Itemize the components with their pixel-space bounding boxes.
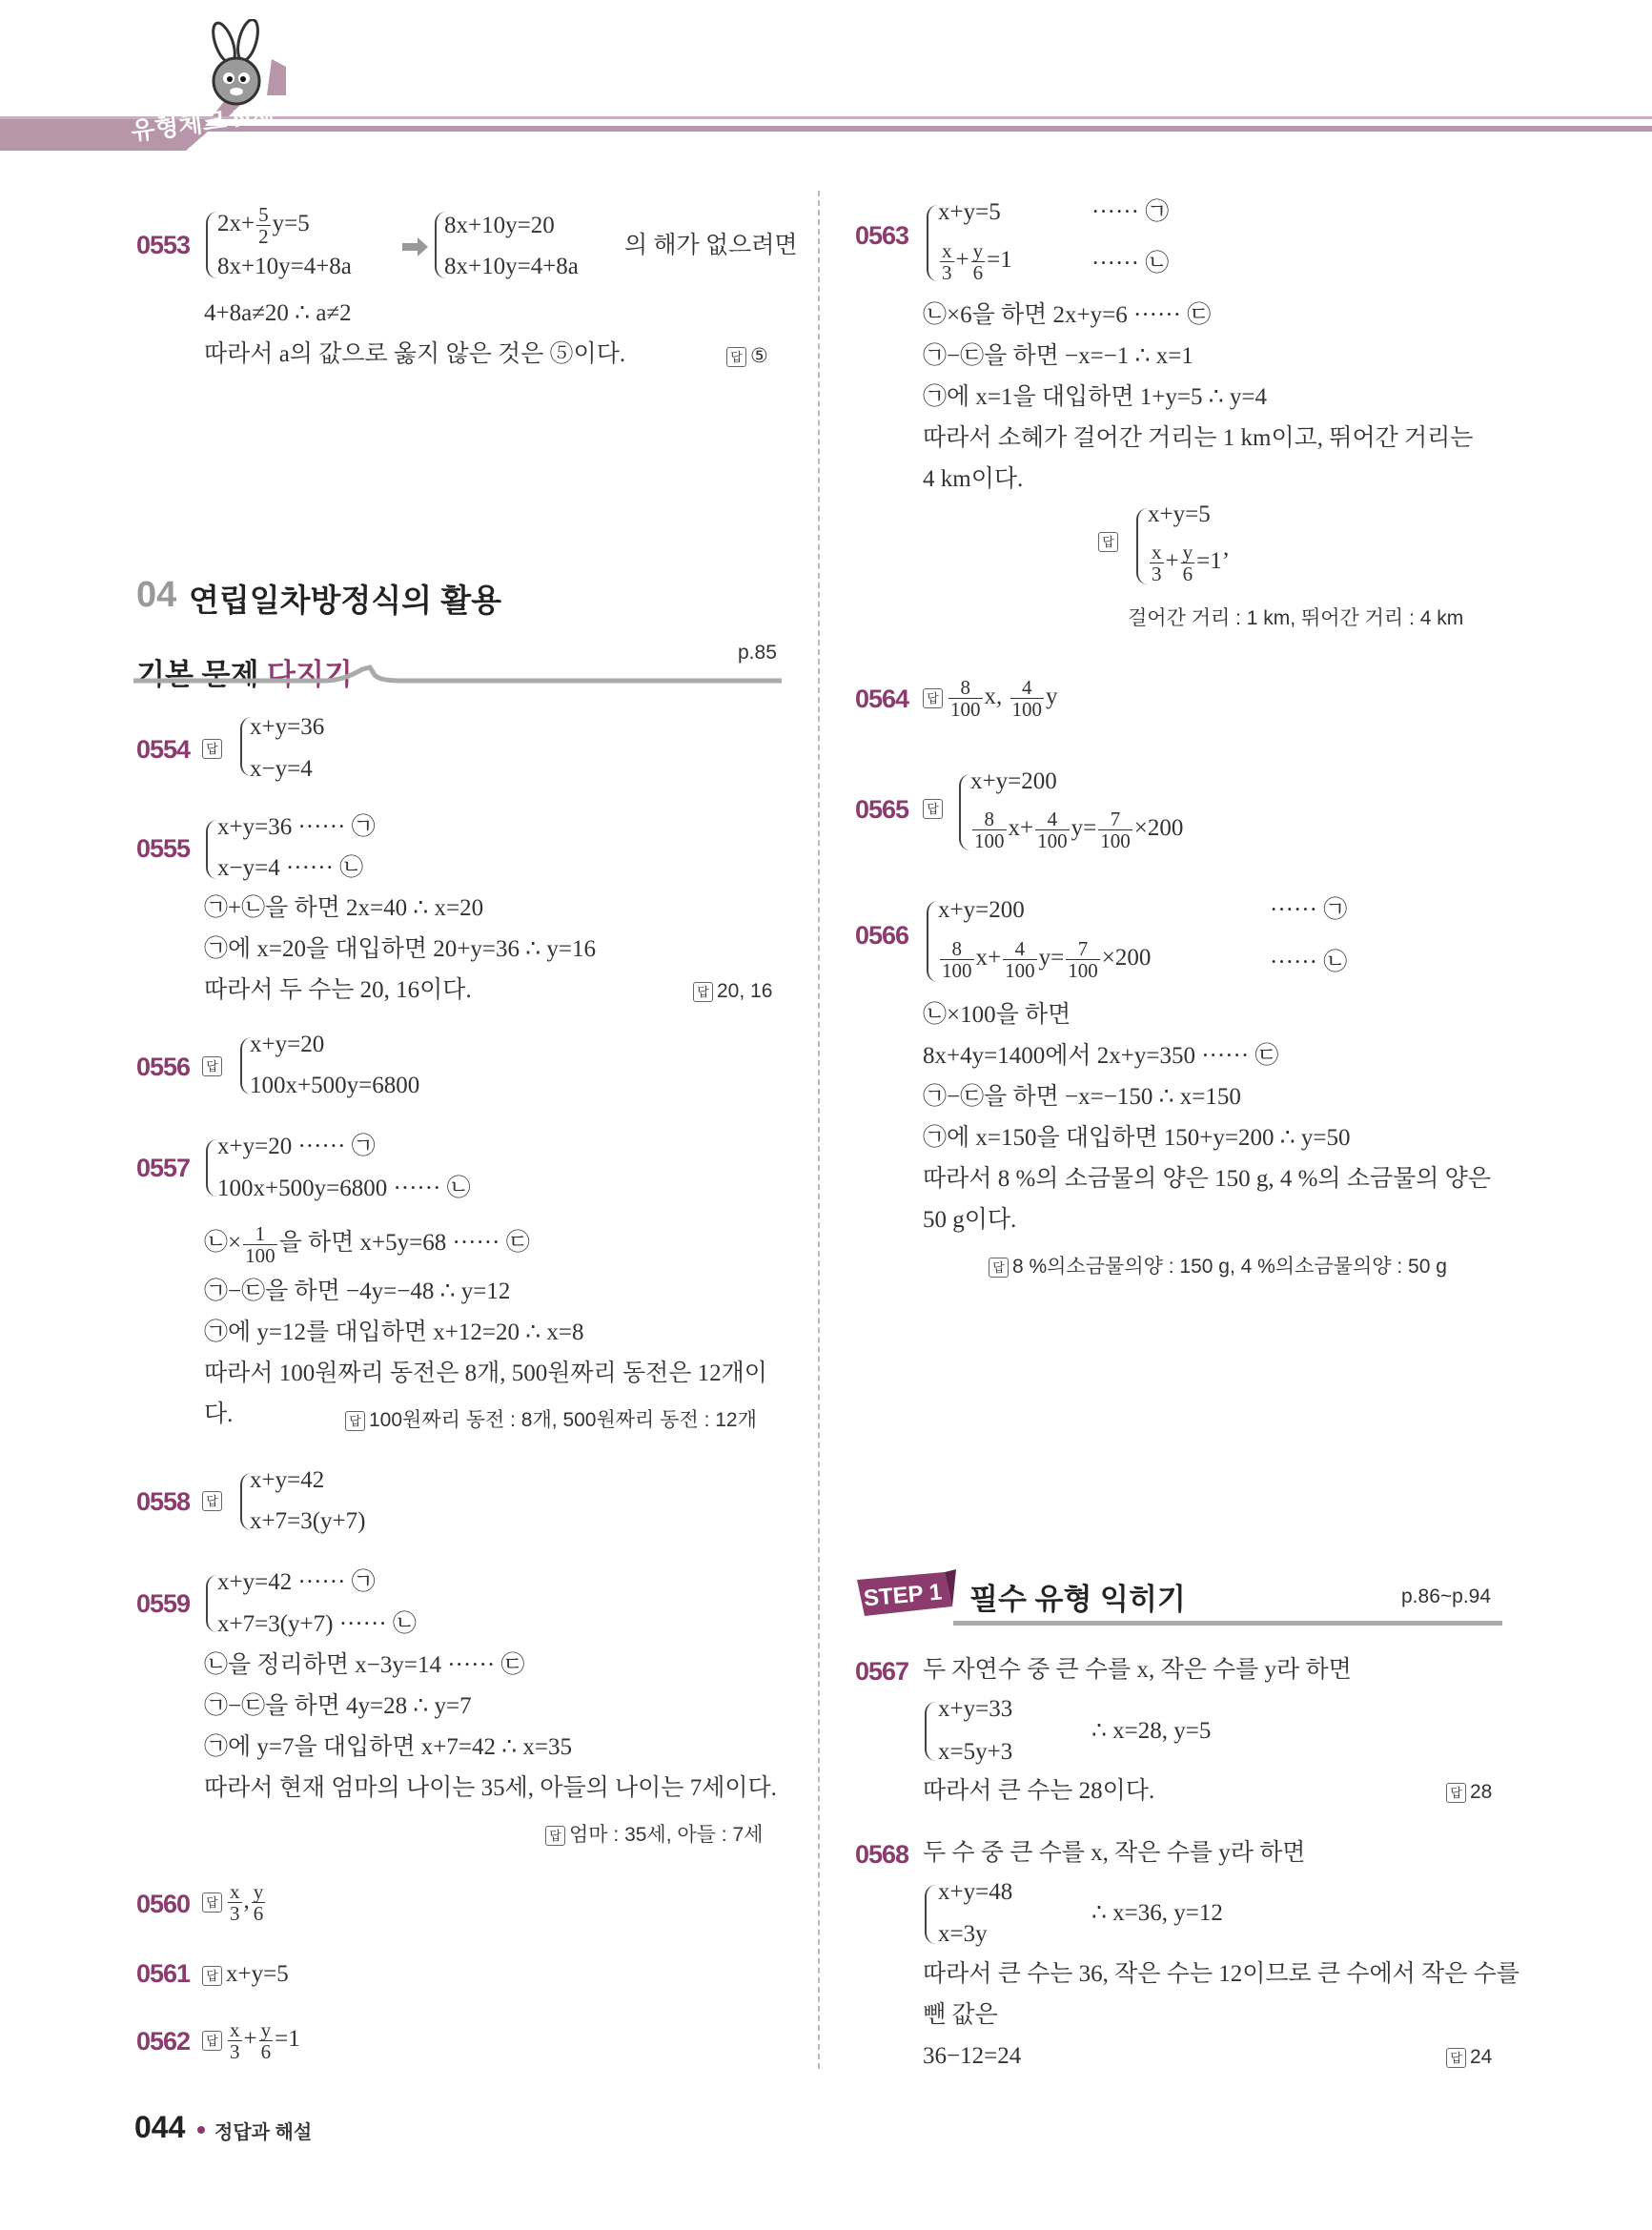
solution-line: ㉡× $\frac{1}{100}$ 을 하면 x+5y=68 ······ ㉢ [204, 1222, 530, 1267]
solution-line: ㉡을 정리하면 x−3y=14 ······ ㉢ [204, 1652, 525, 1678]
equation-2: x=3y [938, 1921, 988, 1947]
problem-number: 0557 [136, 1154, 191, 1182]
equation-2: x=5y+3 [938, 1739, 1013, 1765]
solution-line: 따라서 현재 엄마의 나이는 35세, 아들의 나이는 7세이다. [204, 1775, 777, 1801]
column-divider [818, 191, 820, 2069]
solution-line: 36−12=24 [923, 2043, 1022, 2069]
solution-line: ㉠에 x=1을 대입하면 1+y=5 ∴ y=4 [923, 384, 1267, 410]
equation-2: x−y=4 [250, 756, 313, 782]
brace [206, 1575, 217, 1632]
solution-line: 따라서 큰 수는 28이다. [923, 1778, 1155, 1804]
question-text: 두 수 중 큰 수를 x, 작은 수를 y라 하면 [923, 1840, 1306, 1866]
section-number: 04 [136, 575, 177, 615]
answer: 답 8 %의소금물의양 : 150 g, 4 %의소금물의양 : 50 g [989, 1251, 1447, 1279]
section-title: 연립일차방정식의 활용 [189, 583, 501, 618]
brace [925, 1702, 936, 1761]
header-tab-label: 유형체크 N제 [129, 99, 276, 146]
equation-4: 8x+10y=4+8a [444, 254, 579, 279]
equation-1: x+y=200 [970, 768, 1057, 794]
solution-line: ㉠에 x=150을 대입하면 150+y=200 ∴ y=50 [923, 1125, 1351, 1151]
equation-1: x+y=36 [250, 714, 325, 740]
problem-number: 0553 [136, 231, 191, 259]
equation-2: 8x+10y=4+8a [217, 254, 352, 279]
answer: 답 28 [1446, 1781, 1492, 1804]
answer-badge-icon: 답 [202, 2031, 222, 2051]
problem-number: 0560 [136, 1890, 191, 1918]
right-arrow-icon [402, 236, 429, 257]
equation-label: ······ ㉡ [1091, 251, 1170, 276]
equation-3: 8x+10y=20 [444, 213, 555, 238]
solution-line: ㉠−㉢을 하면 −x=−150 ∴ x=150 [923, 1084, 1241, 1110]
answer: 답 100원짜리 동전 : 8개, 500원짜리 동전 : 12개 [345, 1404, 757, 1433]
problem-number: 0559 [136, 1589, 191, 1618]
solution-line: ㉠+㉡을 하면 2x=40 ∴ x=20 [204, 895, 484, 921]
equation-1: x+y=200 [938, 897, 1025, 923]
brace [927, 901, 938, 982]
equation-1: x+y=36 ······ ㉠ [217, 814, 376, 840]
answer: 걸어간 거리 : 1 km, 뛰어간 거리 : 4 km [1128, 607, 1464, 629]
problem-number: 0568 [855, 1840, 909, 1869]
question-text: 두 자연수 중 큰 수를 x, 작은 수를 y라 하면 [923, 1657, 1352, 1683]
solution-line: 4+8a≠20 ∴ a≠2 [204, 300, 352, 326]
solution-line: ㉠에 y=7을 대입하면 x+7=42 ∴ x=35 [204, 1734, 572, 1760]
answer-badge-icon: 답 [1098, 532, 1122, 552]
solution-line: 4 km이다. [923, 466, 1024, 492]
answer: 답 24 [1446, 2046, 1492, 2069]
equation-1: 2x+ $\frac{5}{2}$ y=5 [217, 203, 310, 248]
heading-underline [133, 639, 782, 686]
equation-label: ······ ㉠ [1270, 897, 1348, 923]
step-badge: STEP 1 [862, 1579, 944, 1612]
answer-badge-icon: 답 [202, 1056, 226, 1076]
solution-line: 다. [204, 1401, 234, 1427]
solution-line: 따라서 a의 값으로 옳지 않은 것은 ⑤이다. [204, 341, 626, 367]
equation-2: x−y=4 ······ ㉡ [217, 855, 364, 881]
answer-badge-icon: 답 [345, 1411, 365, 1431]
answer-badge-icon: 답 [923, 688, 943, 708]
solution-line: 8x+4y=1400에서 2x+y=350 ······ ㉢ [923, 1043, 1279, 1069]
problem-number: 0562 [136, 2027, 191, 2056]
equation-2: x+7=3(y+7) [250, 1508, 366, 1534]
problem-number: 0556 [136, 1053, 191, 1081]
equation-2: 100x+500y=6800 ······ ㉡ [217, 1176, 471, 1201]
answer-badge-icon: 답 [1446, 1783, 1466, 1803]
answer: 답 $\frac{x}{3}$ + $\frac{y}{6}$ =1 [202, 2019, 300, 2062]
condition-text: 의 해가 없으려면 [624, 233, 798, 258]
problem-number: 0555 [136, 834, 191, 863]
footer-label: 정답과 해설 [214, 2122, 313, 2143]
brace [925, 1885, 936, 1944]
step-underline [953, 1621, 1502, 1626]
brace [206, 212, 217, 278]
answer-badge-icon: 답 [726, 347, 746, 367]
solution-line: 따라서 소혜가 걸어간 거리는 1 km이고, 뛰어간 거리는 [923, 425, 1474, 451]
problem-number: 0566 [855, 921, 909, 950]
brace [206, 1139, 217, 1197]
answer: 답 $\frac{x}{3}$ , $\frac{y}{6}$ [202, 1881, 267, 1924]
equation-1: x+y=5 [938, 199, 1001, 225]
solution-line: ㉠에 y=12를 대입하면 x+12=20 ∴ x=8 [204, 1320, 584, 1345]
result: ∴ x=36, y=12 [1091, 1900, 1223, 1926]
problem-number: 0558 [136, 1487, 191, 1516]
equation-2: $\frac{x}{3}$ + $\frac{y}{6}$ =1 [942, 239, 1012, 284]
solution-line: ㉠에 x=20을 대입하면 20+y=36 ∴ y=16 [204, 936, 596, 962]
solution-line: 따라서 100원짜리 동전은 8개, 500원짜리 동전은 12개이 [204, 1361, 767, 1386]
solution-line: 따라서 8 %의 소금물의 양은 150 g, 4 %의 소금물의 양은 [923, 1166, 1491, 1192]
equation-2: 100x+500y=6800 [250, 1073, 420, 1098]
equation-2: $\frac{8}{100}$ x+ $\frac{4}{100}$ y= $\frac{7}{100}$ ×200 [974, 808, 1184, 852]
equation-1: x+y=33 [938, 1696, 1013, 1722]
answer-badge-icon: 답 [923, 799, 947, 819]
step-title: 필수 유형 익히기 [969, 1583, 1186, 1616]
problem-number: 0563 [855, 221, 909, 250]
answer-badge-icon: 답 [693, 982, 713, 1002]
equation-1: x+y=48 [938, 1879, 1013, 1905]
brace [1136, 508, 1148, 584]
problem-number: 0567 [855, 1657, 909, 1686]
equation-1: x+y=20 [250, 1032, 325, 1057]
solution-line: 50 g이다. [923, 1207, 1017, 1233]
equation-1: x+y=42 [250, 1467, 325, 1493]
solution-line: 뺀 값은 [923, 2002, 998, 2028]
answer: 답 엄마 : 35세, 아들 : 7세 [545, 1819, 763, 1848]
answer: 답 ⑤ [726, 344, 768, 368]
equation-label: ······ ㉡ [1270, 950, 1348, 975]
brace [959, 774, 970, 850]
solution-line: ㉠−㉢을 하면 4y=28 ∴ y=7 [204, 1693, 472, 1719]
answer-badge-icon: 답 [989, 1258, 1009, 1278]
equation-2: $\frac{8}{100}$ x+ $\frac{4}{100}$ y= $\frac{7}{100}$ ×200 [942, 937, 1152, 982]
solution-line: 따라서 큰 수는 36, 작은 수는 12이므로 큰 수에서 작은 수를 [923, 1961, 1519, 1987]
answer-badge-icon: 답 [1446, 2048, 1466, 2068]
equation-label: ······ ㉠ [1091, 199, 1170, 225]
solution-line: ㉠−㉢을 하면 −4y=−48 ∴ y=12 [204, 1279, 511, 1304]
answer: 답 x+y=5 [202, 1960, 289, 1989]
solution-line: ㉠−㉢을 하면 −x=−1 ∴ x=1 [923, 343, 1193, 369]
answer-equation-2: $\frac{x}{3}$ + $\frac{y}{6}$ =1’ [1152, 541, 1231, 585]
page-reference: p.85 [738, 642, 777, 664]
problem-number: 0554 [136, 735, 191, 764]
basic-title: 기본 문제 다지기 [136, 658, 353, 691]
answer-badge-icon: 답 [202, 1491, 226, 1511]
problem-number: 0564 [855, 685, 909, 713]
answer-badge-icon: 답 [545, 1826, 565, 1846]
bullet-dot-icon [197, 2126, 205, 2134]
brace [927, 205, 938, 281]
page-reference: p.86~p.94 [1401, 1586, 1492, 1607]
page-number: 044 [134, 2110, 186, 2144]
problem-number: 0561 [136, 1959, 191, 1988]
brace [206, 820, 217, 879]
solution-line: ㉡×100을 하면 [923, 1002, 1071, 1028]
problem-number: 0565 [855, 795, 909, 824]
answer: 답 20, 16 [693, 980, 772, 1003]
equation-2: x+7=3(y+7) ······ ㉡ [217, 1611, 417, 1637]
answer-badge-icon: 답 [202, 739, 226, 759]
equation-1: x+y=20 ······ ㉠ [217, 1134, 376, 1159]
answer-equation-1: x+y=5 [1148, 501, 1211, 527]
answer-badge-icon: 답 [202, 1966, 222, 1986]
answer-badge-icon: 답 [202, 1892, 222, 1913]
equation-1: x+y=42 ······ ㉠ [217, 1569, 376, 1595]
solution-line: ㉡×6을 하면 2x+y=6 ······ ㉢ [923, 302, 1212, 328]
solution-line: 따라서 두 수는 20, 16이다. [204, 977, 472, 1003]
answer: 답 $\frac{8}{100}$ x, $\frac{4}{100}$ y [923, 677, 1058, 720]
result: ∴ x=28, y=5 [1091, 1718, 1212, 1744]
